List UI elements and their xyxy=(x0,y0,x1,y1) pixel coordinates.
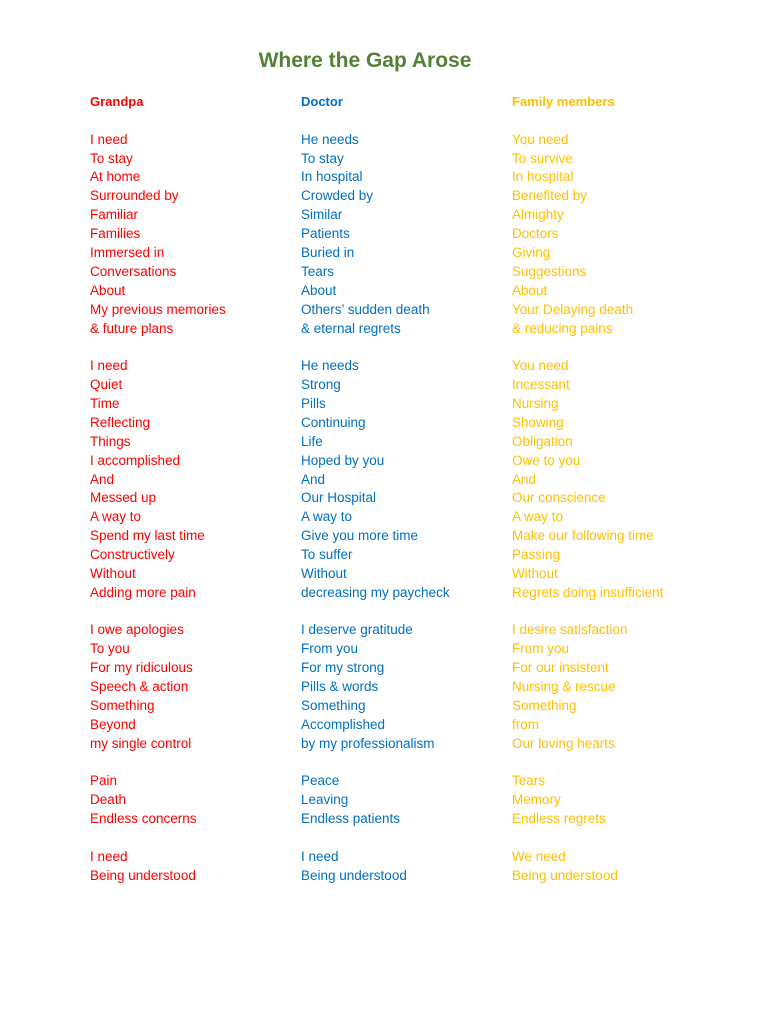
poem-line: I need xyxy=(301,848,339,864)
poem-line: Giving xyxy=(512,245,551,261)
poem-line: Doctors xyxy=(512,226,559,242)
poem-line: I deserve gratitude xyxy=(301,622,413,638)
poem-line: To you xyxy=(90,641,130,657)
poem-line: Spend my last time xyxy=(90,528,205,544)
poem-line: Nursing xyxy=(512,395,559,411)
poem-line: At home xyxy=(90,169,141,185)
poem-line: A way to xyxy=(301,509,353,525)
poem-line: & future plans xyxy=(90,320,174,336)
poem-line: About xyxy=(90,282,126,298)
poem-line: Tears xyxy=(301,263,335,279)
poem-line: Messed up xyxy=(90,490,157,506)
poem-line: To stay xyxy=(90,150,133,166)
poem-line: & reducing pains xyxy=(512,320,613,336)
poem-line: Showing xyxy=(512,414,564,430)
poem-line: Without xyxy=(512,565,558,581)
poem-line: Beyond xyxy=(90,716,136,732)
poem-line: To suffer xyxy=(301,547,353,563)
poem-line: Strong xyxy=(301,377,341,393)
poem-line: And xyxy=(512,471,537,487)
poem-line: Endless regrets xyxy=(512,811,606,827)
poem-line: Time xyxy=(90,395,120,411)
poem-line: Pills & words xyxy=(301,679,379,695)
poem-line: You need xyxy=(512,131,569,147)
poem-line: I desire satisfaction xyxy=(512,622,628,638)
stanza xyxy=(512,131,752,339)
poem-line: Our conscience xyxy=(512,490,606,506)
poem-line: Your Delaying death xyxy=(512,301,634,317)
poem-line: From you xyxy=(512,641,570,657)
poem-line: & eternal regrets xyxy=(301,320,401,336)
poem-line: Endless concerns xyxy=(90,811,197,827)
poem-line: Give you more time xyxy=(301,528,419,544)
poem-line: Something xyxy=(90,698,155,713)
poem-line: Conversations xyxy=(90,263,177,279)
stanza xyxy=(301,621,516,753)
poem-line: Something xyxy=(512,698,577,713)
poem-line: Speech & action xyxy=(90,679,189,695)
poem-line: Something xyxy=(301,698,366,713)
stanza xyxy=(512,848,752,886)
poem-line: You need xyxy=(512,358,569,374)
poem-line: my single control xyxy=(90,735,192,751)
poem-line: Surrounded by xyxy=(90,188,179,204)
poem-line: Leaving xyxy=(301,792,349,808)
poem-line: Death xyxy=(90,792,127,808)
column-header: Family members xyxy=(512,94,615,109)
poem-line: Things xyxy=(90,433,131,449)
poem-line: Similar xyxy=(301,207,343,223)
poem-line: Immersed in xyxy=(90,245,165,261)
poem-line: by my professionalism xyxy=(301,735,435,751)
poem-line: My previous memories xyxy=(90,301,226,317)
poem-line: Tears xyxy=(512,773,546,789)
stanza xyxy=(301,131,516,339)
poem-line: About xyxy=(512,282,548,298)
column-family-members xyxy=(512,92,752,886)
poem-line: To stay xyxy=(301,150,344,166)
stanza xyxy=(512,621,752,753)
poem-line: I owe apologies xyxy=(90,622,184,638)
stanza xyxy=(512,772,752,829)
poem-line: Pills xyxy=(301,395,326,411)
poem-line: From you xyxy=(301,641,359,657)
poem-line: Suggestions xyxy=(512,263,587,279)
poem-line: For my strong xyxy=(301,660,385,676)
poem-line: Peace xyxy=(301,773,340,789)
stanza xyxy=(301,772,516,829)
poem-line: Being understood xyxy=(512,867,618,883)
poem-line: I accomplished xyxy=(90,452,181,468)
column-header: Grandpa xyxy=(90,94,144,109)
poem-line: Benefited by xyxy=(512,188,588,204)
poem-line: Familiar xyxy=(90,207,139,223)
poem-line: Families xyxy=(90,226,141,242)
poem-line: Incessant xyxy=(512,377,570,393)
stanza xyxy=(90,131,305,339)
poem-line: In hospital xyxy=(512,169,574,185)
poem-line: Without xyxy=(90,565,136,581)
poem-line: Adding more pain xyxy=(90,584,196,600)
poem-line: Our Hospital xyxy=(301,490,377,506)
poem-line: I need xyxy=(90,848,128,864)
stanza xyxy=(301,357,516,603)
stanza xyxy=(512,357,752,603)
poem-line: I need xyxy=(90,131,128,147)
stanza xyxy=(90,772,305,829)
poem-line: Constructively xyxy=(90,547,175,563)
page-title: Where the Gap Arose xyxy=(258,49,472,72)
poem-line: For our insistent xyxy=(512,660,609,676)
poem-line: He needs xyxy=(301,131,359,147)
poem-line: We need xyxy=(512,848,566,864)
poem-line: Reflecting xyxy=(90,414,151,430)
poem-line: Regrets doing insufficient xyxy=(512,584,664,600)
poem-line: I need xyxy=(90,358,128,374)
poem-line: Make our following time xyxy=(512,528,654,544)
column-doctor xyxy=(301,92,516,886)
poem-line: Obligation xyxy=(512,433,573,449)
stanza xyxy=(90,357,305,603)
poem-line: He needs xyxy=(301,358,359,374)
poem-line: And xyxy=(90,471,115,487)
column-header: Doctor xyxy=(301,94,343,109)
poem-line: Without xyxy=(301,565,347,581)
poem-line: In hospital xyxy=(301,169,363,185)
poem-line: About xyxy=(301,282,337,298)
poem-line: To survive xyxy=(512,150,573,166)
column-grandpa xyxy=(90,92,305,886)
poem-line: Continuing xyxy=(301,414,366,430)
poem-line: Almighty xyxy=(512,207,564,223)
poem-line: Being understood xyxy=(90,867,196,883)
poem-line: For my ridiculous xyxy=(90,660,193,676)
poem-line: Endless patients xyxy=(301,811,401,827)
stanza xyxy=(301,848,516,886)
poem-line: A way to xyxy=(90,509,142,525)
poem-line: Owe to you xyxy=(512,452,581,468)
poem-line: Pain xyxy=(90,773,118,789)
poem-line: Crowded by xyxy=(301,188,374,204)
poem-line: A way to xyxy=(512,509,564,525)
stanza xyxy=(90,621,305,753)
poem-line: from xyxy=(512,716,539,732)
poem-line: Buried in xyxy=(301,245,355,261)
poem-line: Nursing & rescue xyxy=(512,679,616,695)
poem-line: Memory xyxy=(512,792,561,808)
poem-line: Patients xyxy=(301,226,350,242)
poem-line: Our loving hearts xyxy=(512,735,615,751)
poem-line: Accomplished xyxy=(301,716,386,732)
poem-line: Life xyxy=(301,433,323,449)
poem-line: Passing xyxy=(512,547,561,563)
poem-line: Quiet xyxy=(90,377,123,393)
poem-line: Being understood xyxy=(301,867,407,883)
poem-line: Hoped by you xyxy=(301,452,385,468)
poem-line: decreasing my paycheck xyxy=(301,584,450,600)
poem-line: And xyxy=(301,471,326,487)
stanza xyxy=(90,848,305,886)
poem-line: Others’ sudden death xyxy=(301,301,430,317)
